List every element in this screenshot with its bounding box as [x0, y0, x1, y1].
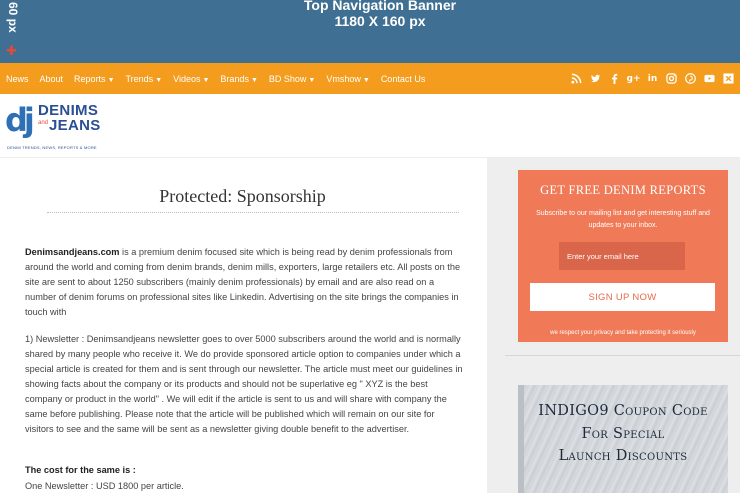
linkedin-icon[interactable]: in — [647, 73, 658, 84]
article — [25, 158, 465, 493]
sign-up-button[interactable]: SIGN UP NOW — [530, 283, 715, 311]
google-plus-icon[interactable]: g+ — [626, 73, 641, 84]
sidebar-divider — [505, 355, 740, 356]
coupon-ad-banner[interactable] — [518, 385, 728, 493]
top-navigation-banner[interactable] — [0, 0, 740, 63]
subscribe-description: Subscribe to our mailing list and get interesting stuff and updates to your inbox. — [536, 210, 710, 229]
logo-mark-text: dj — [5, 101, 31, 139]
logo-tagline: DENIM TRENDS, NEWS, REPORTS & MORE — [7, 145, 97, 150]
rss-icon[interactable] — [571, 73, 582, 84]
nav-item-bd-show[interactable] — [269, 74, 315, 84]
site-name-link[interactable]: Denimsandjeans.com — [25, 247, 120, 257]
ad-line-1: INDIGO9 Coupon Code — [538, 403, 708, 419]
caret-down-icon: ▼ — [155, 76, 163, 84]
nav-menu — [6, 63, 436, 94]
nav-item-trends[interactable] — [126, 74, 163, 84]
subscribe-widget — [518, 170, 728, 342]
privacy-note: we respect your privacy and take protecting it seriously — [550, 330, 696, 336]
nav-item-label: Reports — [74, 73, 106, 84]
nav-item-label: BD Show — [268, 73, 307, 84]
banner-title-line2: 1180 X 160 px — [334, 13, 426, 29]
social-links — [571, 63, 734, 94]
caret-down-icon: ▼ — [202, 76, 210, 84]
nav-item-label: Brands — [220, 73, 249, 84]
logo-denims: DENIMS — [38, 102, 99, 119]
cost-heading: The cost for the same is : — [25, 465, 136, 475]
close-icon[interactable] — [723, 73, 734, 84]
sidebar — [487, 158, 740, 493]
caret-down-icon: ▼ — [308, 76, 316, 84]
subscribe-title: GET FREE DENIM REPORTS — [540, 183, 706, 197]
logo-mark — [5, 101, 31, 139]
caret-down-icon: ▼ — [362, 76, 370, 84]
nav-item-news[interactable] — [6, 74, 29, 84]
newsletter-paragraph: 1) Newsletter : Denimsandjeans newsletter goes to over 5000 subscribers around the world and is normally shared by many people who receive it. We do provide sponsored article option to companies under which a special article is created for them and is sent through our newsletter. The article must meet our guidelines in showing facts about the company or its products and should not be superlative eg " XYZ is the best company or product in the world" . We will edit if the article is sent to us and will share with company the same before publishing. Please note that the article will be published which will remain on our site for visitors to see and the same will be sent as a newsletter giving double benefit to the advertiser. — [25, 334, 463, 434]
arrow-down-icon: ✚ — [6, 43, 17, 58]
banner-title — [0, 0, 740, 29]
cost-line: One Newsletter : USD 1800 per article. — [25, 481, 184, 491]
nav-item-brands[interactable] — [220, 74, 257, 84]
email-input[interactable] — [559, 242, 685, 270]
nav-item-vmshow[interactable] — [326, 74, 369, 84]
main-navigation — [0, 63, 740, 94]
nav-item-label: Contact Us — [380, 73, 426, 84]
logo-and: and — [38, 120, 49, 126]
nav-item-label: News — [6, 73, 29, 84]
nav-item-label: Videos — [173, 73, 201, 84]
ad-line-2: For Special — [581, 426, 665, 442]
pinterest-icon[interactable] — [685, 73, 696, 84]
nav-item-videos[interactable] — [173, 74, 209, 84]
nav-item-reports[interactable] — [74, 74, 114, 84]
intro-paragraph — [25, 245, 465, 320]
site-logo[interactable] — [5, 101, 115, 151]
caret-down-icon: ▼ — [107, 76, 115, 84]
banner-title-line1: Top Navigation Banner — [303, 0, 457, 13]
youtube-icon[interactable] — [704, 73, 715, 84]
nav-item-label: Trends — [125, 73, 154, 84]
nav-item-contact-us[interactable] — [381, 74, 426, 84]
instagram-icon[interactable] — [666, 73, 677, 84]
nav-item-label: About — [39, 73, 64, 84]
page-title: Protected: Sponsorship — [159, 186, 326, 206]
title-divider — [47, 212, 459, 213]
facebook-icon[interactable] — [609, 73, 620, 84]
ad-line-3: Launch Discounts — [558, 448, 688, 464]
logo-jeans: JEANS — [49, 117, 101, 134]
twitter-icon[interactable] — [590, 73, 601, 84]
nav-item-about[interactable] — [40, 74, 64, 84]
nav-item-label: Vmshow — [326, 73, 361, 84]
intro-text: is a premium denim focused site which is being read by denim professionals from around the world and coming from denim brands, denim mills, exporters, large retailers etc. All posts on the site are sent to about 1250 subscribers (mainly denim professionals) by email and are also read on a number of denim forums on professional sites like Linkedin. Advertising on the site brings the companies in touch with — [25, 247, 461, 317]
caret-down-icon: ▼ — [250, 76, 258, 84]
banner-side-text: 60 px — [6, 2, 20, 33]
